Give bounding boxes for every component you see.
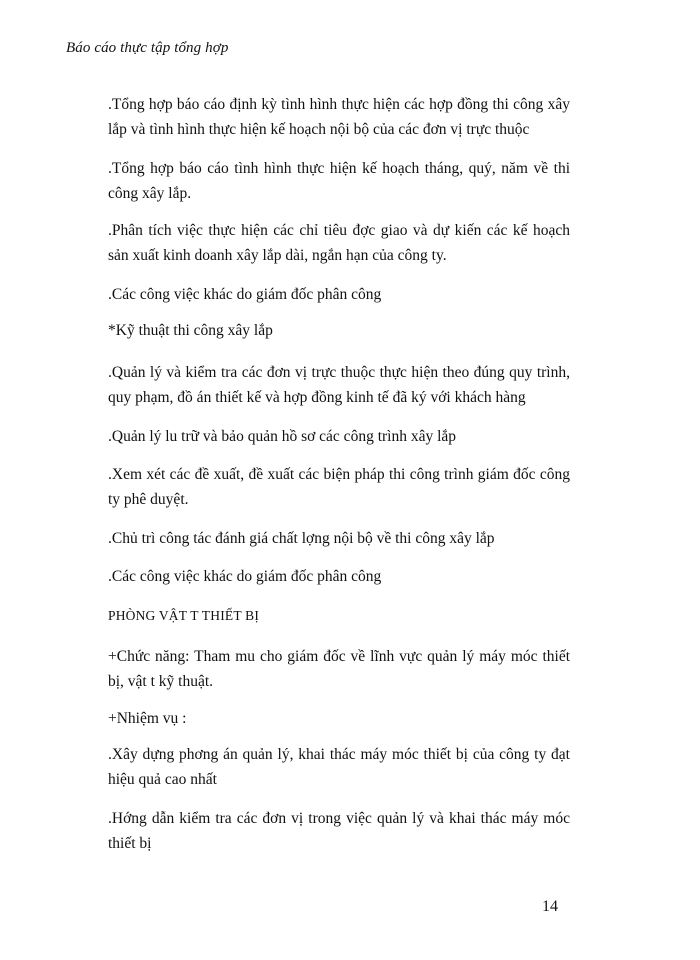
paragraph: +Chức năng: Tham mu cho giám đốc về lĩnh vực quản lý máy móc thiết bị, vật t kỹ thuật. — [108, 648, 570, 690]
paragraph: .Quản lý lu trữ và bảo quản hồ sơ các công trình xây lắp — [108, 428, 457, 445]
paragraph: .Tổng hợp báo cáo định kỳ tình hình thực hiện các hợp đồng thi công xây lắp và tình hình thực hiện kế hoạch nội bộ của các đơn vị trực thuộc — [108, 96, 570, 138]
paragraph: .Xem xét các đề xuất, đề xuất các biện pháp thi công trình giám đốc công ty phê duyệt. — [108, 466, 570, 508]
paragraph: .Hớng dẫn kiểm tra các đơn vị trong việc quản lý và khai thác máy móc thiết bị — [108, 810, 570, 852]
paragraph: +Nhiệm vụ : — [108, 710, 187, 727]
paragraph: .Xây dựng phơng án quản lý, khai thác máy móc thiết bị của công ty đạt hiệu quả cao nhất — [108, 746, 570, 788]
paragraph: .Các công việc khác do giám đốc phân công — [108, 568, 382, 585]
paragraph: .Các công việc khác do giám đốc phân công — [108, 286, 382, 303]
paragraph: .Quản lý và kiểm tra các đơn vị trực thuộc thực hiện theo đúng quy trình, quy phạm, đồ án thiết kế và hợp đồng kinh tế đã ký với khách hàng — [108, 364, 570, 406]
paragraph: .Phân tích việc thực hiện các chỉ tiêu đợc giao và dự kiến các kế hoạch sản xuất kinh doanh xây lắp dài, ngắn hạn của công ty. — [108, 222, 570, 264]
page-header: Báo cáo thực tập tổng hợp — [66, 40, 229, 56]
paragraph: .Tổng hợp báo cáo tình hình thực hiện kế hoạch tháng, quý, năm về thi công xây lắp. — [108, 160, 570, 202]
section-heading: *Kỹ thuật thi công xây lắp — [108, 322, 273, 339]
department-heading: PHÒNG VẬT T THIẾT BỊ — [108, 608, 260, 623]
paragraph: .Chủ trì công tác đánh giá chất lợng nội bộ về thi công xây lắp — [108, 530, 495, 547]
page-number: 14 — [542, 898, 558, 915]
